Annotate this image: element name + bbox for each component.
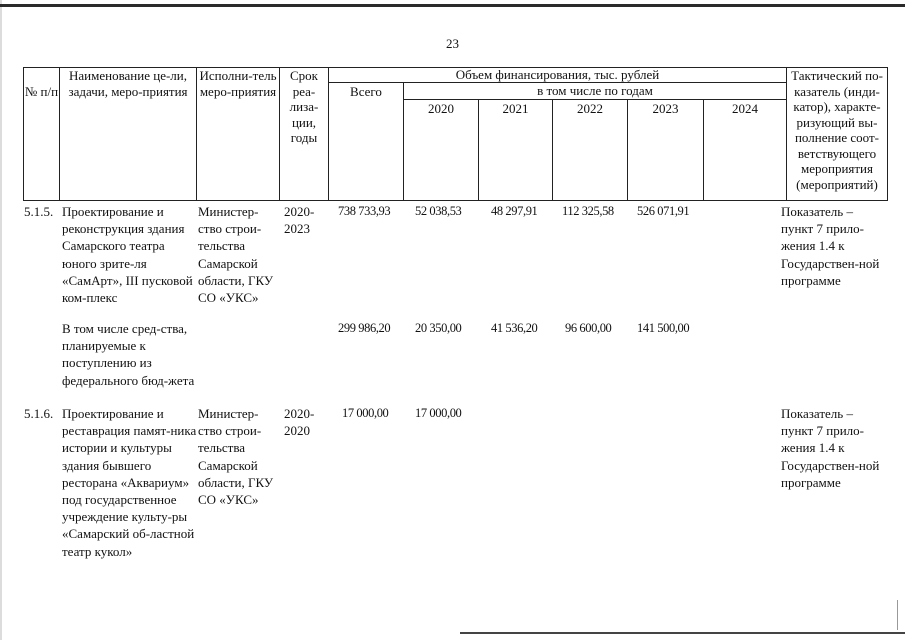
col-divider <box>196 67 197 201</box>
header-bottom-border <box>23 200 888 201</box>
row-value-2023: 526 071,91 <box>637 204 690 218</box>
scan-edge-top <box>0 4 905 7</box>
table-header <box>23 67 888 201</box>
scan-edge-bottom <box>460 632 905 634</box>
row-value-2020: 17 000,00 <box>415 406 462 420</box>
row-value-2020: 20 350,00 <box>415 321 462 335</box>
row-executor: Министер-ство строи-тельства Самарской области, ГКУ СО «УКС» <box>198 204 274 306</box>
header-year-2024: 2024 <box>732 101 758 116</box>
scan-edge-left <box>0 0 2 640</box>
row-total: 17 000,00 <box>342 406 389 420</box>
header-year-2020: 2020 <box>428 101 454 116</box>
header-year-2022: 2022 <box>577 101 603 116</box>
header-period: Срок реа-лиза-ции, годы <box>289 68 319 145</box>
col-divider <box>403 82 404 201</box>
row-name: В том числе сред-ства, планируемые к поступлению из федерального бюд-жета <box>62 321 195 388</box>
row-name: Проектирование и реконструкция здания Самарского театра юного зрите-ля «СамАрт», III пусковой ком-плекс <box>62 204 193 306</box>
row-number: 5.1.5. <box>24 204 54 219</box>
header-year-2023: 2023 <box>652 101 679 116</box>
header-total: Всего <box>350 84 382 99</box>
header-name: Наименование це-ли, задачи, меро-приятия <box>68 68 188 99</box>
row-value-2021: 48 297,91 <box>491 204 538 218</box>
row-name: Проектирование и реставрация памят-ника истории и культуры здания бывшего ресторана «Аквариум» под государственное учреждение культу-ры «Самарский об-ластной театр кукол» <box>62 406 197 559</box>
header-executor: Исполни-тель меро-приятия <box>199 68 277 99</box>
header-by-years: в том числе по годам <box>537 83 653 98</box>
header-year-2021: 2021 <box>502 101 529 116</box>
row-value-2023: 141 500,00 <box>637 321 690 335</box>
header-right-border <box>887 67 888 201</box>
row-total: 738 733,93 <box>338 204 391 218</box>
row-value-2022: 96 600,00 <box>565 321 612 335</box>
row-number: 5.1.6. <box>24 406 54 421</box>
row-period: 2020-2023 <box>284 204 315 237</box>
header-number: № п/п <box>24 84 59 99</box>
years-sub-border <box>403 99 786 100</box>
row-executor: Министер-ство строи-тельства Самарской области, ГКУ СО «УКС» <box>198 406 274 508</box>
row-indicator: Показатель – пункт 7 прило-жения 1.4 к Государствен-ной программе <box>781 204 880 288</box>
scan-mark-right <box>897 600 898 630</box>
row-value-2021: 41 536,20 <box>491 321 538 335</box>
header-indicator: Тактический по-казатель (инди-катор), характе-ризующий вы-полнение соот-ветствующего мероприятия (мероприятий) <box>791 68 883 192</box>
row-indicator: Показатель – пункт 7 прило-жения 1.4 к Государствен-ной программе <box>781 406 880 490</box>
row-value-2022: 112 325,58 <box>562 204 614 218</box>
page-number: 23 <box>446 36 459 51</box>
row-total: 299 986,20 <box>338 321 391 335</box>
row-value-2020: 52 038,53 <box>415 204 462 218</box>
row-period: 2020-2020 <box>284 406 315 439</box>
col-divider <box>59 67 60 201</box>
header-funding: Объем финансирования, тыс. рублей <box>455 67 660 82</box>
